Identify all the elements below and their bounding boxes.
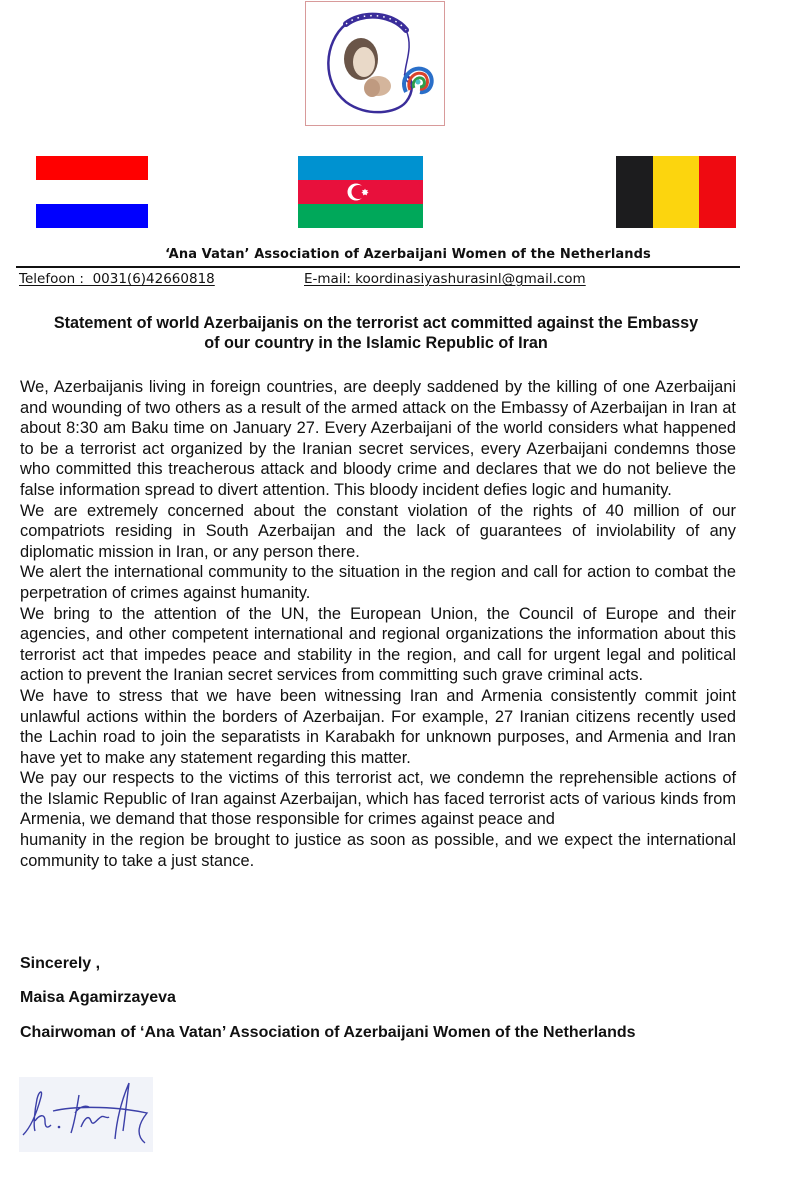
flag-stripe-black [616,156,653,228]
paragraph: We bring to the attention of the UN, the European Union, the Council of Europe and their agencies, and other competent international and regional organizations the information about this terrorist act that impedes peace and stability in the region, and call for urgent legal and political action to prevent the Iranian secret services from committing such grave criminal acts. [20,604,736,685]
flag-stripe-red [36,156,148,180]
statement-title-line2: of our country in the Islamic Republic of Iran [204,334,548,352]
azerbaijan-flag [298,156,423,228]
paragraph: We pay our respects to the victims of this terrorist act, we condemn the reprehensible actions of the Islamic Republic of Iran against Azerbaijan, which has faced terrorist acts of various kinds from Armenia, we demand that those responsible for crimes against peace and [20,769,736,829]
email-link[interactable]: E-mail: koordinasiyashurasinl@gmail.com [304,271,586,287]
crescent-star-icon [298,180,423,204]
flag-stripe-blue [298,156,423,180]
statement-title [0,313,752,353]
paragraph: We are extremely concerned about the constant violation of the rights of 40 million of our compatriots residing in South Azerbaijan and the lack of guarantees of inviolability of any diplomatic mission in Iran, or any person there. [20,501,736,561]
header-rule [16,266,740,268]
paragraph: We alert the international community to the situation in the region and call for action to combat the perpetration of crimes against humanity. [20,563,736,602]
signatory-title: Chairwoman of ‘Ana Vatan’ Association of Azerbaijani Women of the Netherlands [20,1024,636,1041]
flag-stripe-blue [36,204,148,228]
flag-stripe-green [298,204,423,228]
phone-number: Telefoon : 0031(6)42660818 [19,271,215,287]
paragraph: humanity in the region be brought to justice as soon as possible, and we expect the international community to take a just stance. [20,831,736,870]
signatory-name: Maisa Agamirzayeva [20,989,176,1006]
statement-title-line1: Statement of world Azerbaijanis on the terrorist act committed against the Embassy [53,314,699,332]
statement-body [20,377,736,871]
flag-stripe-white [36,180,148,204]
mother-child-emblem-icon [306,2,444,125]
flag-stripe-yellow [653,156,699,228]
flag-stripe-red [699,156,736,228]
closing-salutation: Sincerely , [20,955,101,972]
belgium-flag [616,156,736,228]
organization-name [0,247,800,262]
paragraph: We, Azerbaijanis living in foreign countries, are deeply saddened by the killing of one Azerbaijani and wounding of two others as a result of the armed attack on the Embassy of Azerbaijan in Iran at about 8:30 am Baku time on January 27. Every Azerbaijani of the world considers what happened to be a terrorist act organized by the Iranian secret services, every Azerbaijani condemns those who committed this treacherous attack and bloody crime and declares that we do not believe the false information spread to divert attention. This bloody incident defies logic and humanity. [20,378,736,499]
association-logo [305,1,445,126]
handwritten-signature [19,1077,153,1152]
netherlands-flag [36,156,148,228]
signature-icon [19,1077,153,1152]
organization-name-text: ‘Ana Vatan’ Association of Azerbaijani Women of the Netherlands [165,247,651,262]
paragraph: We have to stress that we have been witnessing Iran and Armenia consistently commit joint unlawful actions within the borders of Azerbaijan. For example, 27 Iranian citizens recently used the Lachin road to join the separatists in Karabakh for unknown purposes, and Armenia and Iran have yet to make any statement regarding this matter. [20,686,736,767]
flag-stripe-red [298,180,423,204]
